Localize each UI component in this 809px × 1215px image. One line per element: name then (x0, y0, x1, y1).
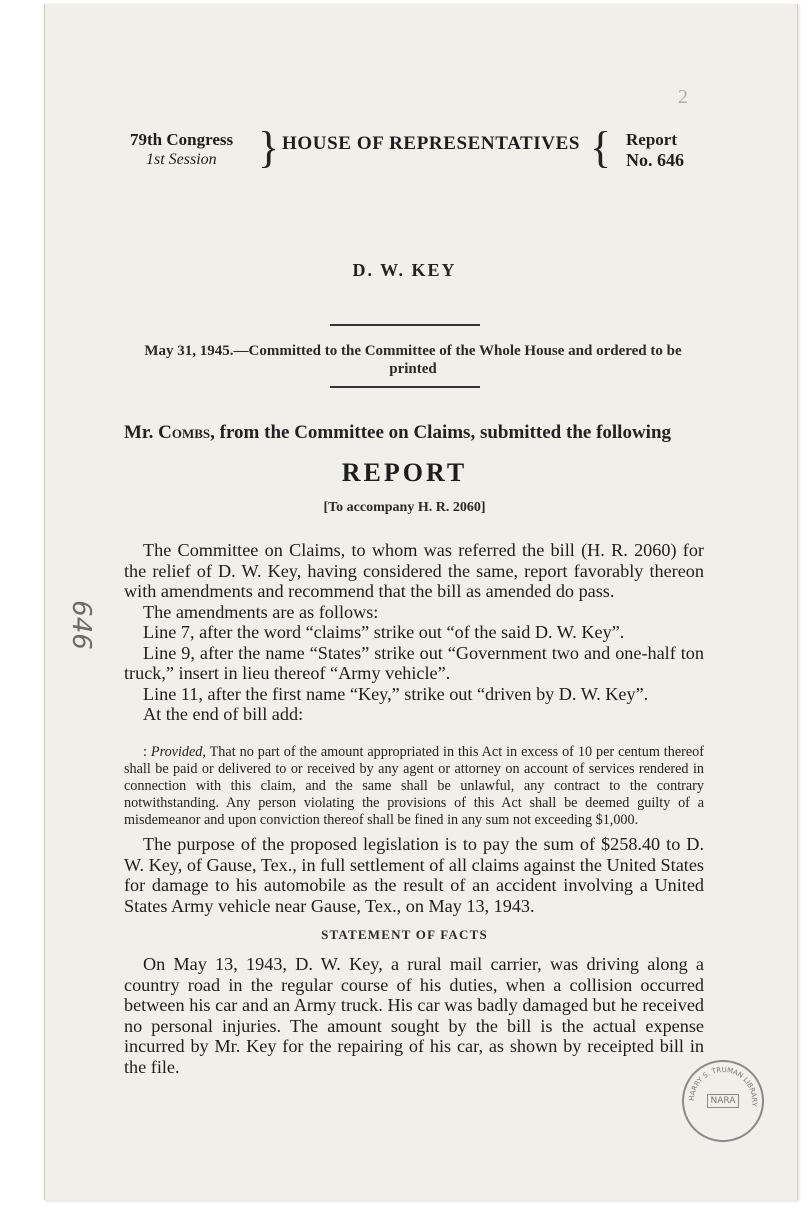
report-number-block (626, 130, 684, 170)
submitter-rest: , from the Committee on Claims, submitted the following (210, 422, 672, 443)
dateline-rule (330, 386, 480, 388)
document-title: D. W. KEY (352, 260, 457, 280)
body-section-facts (124, 954, 704, 1077)
report-heading: REPORT (341, 458, 468, 487)
stamp-ring-icon (684, 1062, 762, 1140)
session-label: 1st Session (146, 151, 217, 168)
library-stamp (682, 1060, 764, 1142)
house-title: HOUSE OF REPRESENTATIVES (282, 133, 581, 154)
body-section-purpose (124, 834, 704, 916)
submitter-line (124, 422, 704, 444)
proviso-italic: Provided, (150, 744, 206, 760)
paragraph-amendment-line9: Line 9, after the name “States” strike out “Government two and one-half ton truck,” insert in lieu thereof “Army vehicle”. (124, 642, 704, 683)
proviso-paragraph (124, 744, 704, 829)
paragraph-amendment-line7: Line 7, after the word “claims” strike out “of the said D. W. Key”. (143, 622, 625, 642)
right-brace: { (590, 123, 612, 172)
accompany-note: [To accompany H. R. 2060] (323, 500, 486, 515)
proviso-text: That no part of the amount appropriated in this Act in excess of 10 per centum thereof shall be paid or delivered to or received by any agent or attorney on account of services rendered in connection with this claim, and the same shall be unlawful, any contract to the contrary notwithstanding. Any person violating the provisions of this Act shall be deemed guilty of a misdemeanor and upon conviction thereof shall be fined in any sum not exceeding $1,000. (124, 744, 704, 828)
report-number: No. 646 (626, 150, 684, 170)
body-section-amendments (124, 540, 704, 725)
stamp-text: NARA (707, 1094, 740, 1108)
stamp-ring-text: HARRY S. TRUMAN LIBRARY (687, 1065, 759, 1107)
submitter-name: Combs (158, 422, 211, 443)
paragraph-purpose: The purpose of the proposed legislation is to pay the sum of $258.40 to D. W. Key, of Gause, Tex., in full settlement of all claims against the United States for damage to his automobile as the result of an accident involving a United States Army vehicle near Gause, Tex., on May 13, 1943. (124, 834, 704, 916)
paragraph-facts: On May 13, 1943, D. W. Key, a rural mail carrier, was driving along a country road in the regular course of his duties, when a collision occurred between his car and an Army truck. His car was badly damaged but he received no personal injuries. The amount sought by the bill is the actual expense incurred by Mr. Key for the repairing of his car, as shown by receipted bill in the file. (124, 954, 704, 1077)
congress-block (130, 130, 260, 170)
bleed-through-page-number: 2 (678, 86, 688, 108)
left-brace: } (258, 123, 280, 172)
dateline: May 31, 1945.—Committed to the Committee of the Whole House and ordered to be printed (144, 343, 682, 377)
statement-of-facts-heading: STATEMENT OF FACTS (321, 927, 488, 942)
title-rule (330, 324, 480, 326)
paragraph-amendments-lead: The amendments are as follows: (143, 601, 379, 622)
report-header (130, 123, 710, 172)
paragraph-end-of-bill: At the end of bill add: (143, 704, 304, 724)
paragraph-amendment-line11: Line 11, after the first name “Key,” strike out “driven by D. W. Key”. (143, 683, 649, 704)
submitter-prefix: Mr. (124, 422, 154, 443)
congress-label: 79th Congress (130, 130, 234, 149)
paragraph-intro: The Committee on Claims, to whom was referred the bill (H. R. 2060) for the relief of D. W. Key, having considered the same, report favorably thereon with amendments and recommend that the bill as amended do pass. (124, 540, 704, 601)
report-label: Report (626, 130, 677, 149)
pencil-annotation: 646 (65, 600, 96, 650)
svg-text:HARRY S. TRUMAN LIBRARY (688, 1066, 758, 1108)
proviso-lead: : (143, 744, 151, 760)
